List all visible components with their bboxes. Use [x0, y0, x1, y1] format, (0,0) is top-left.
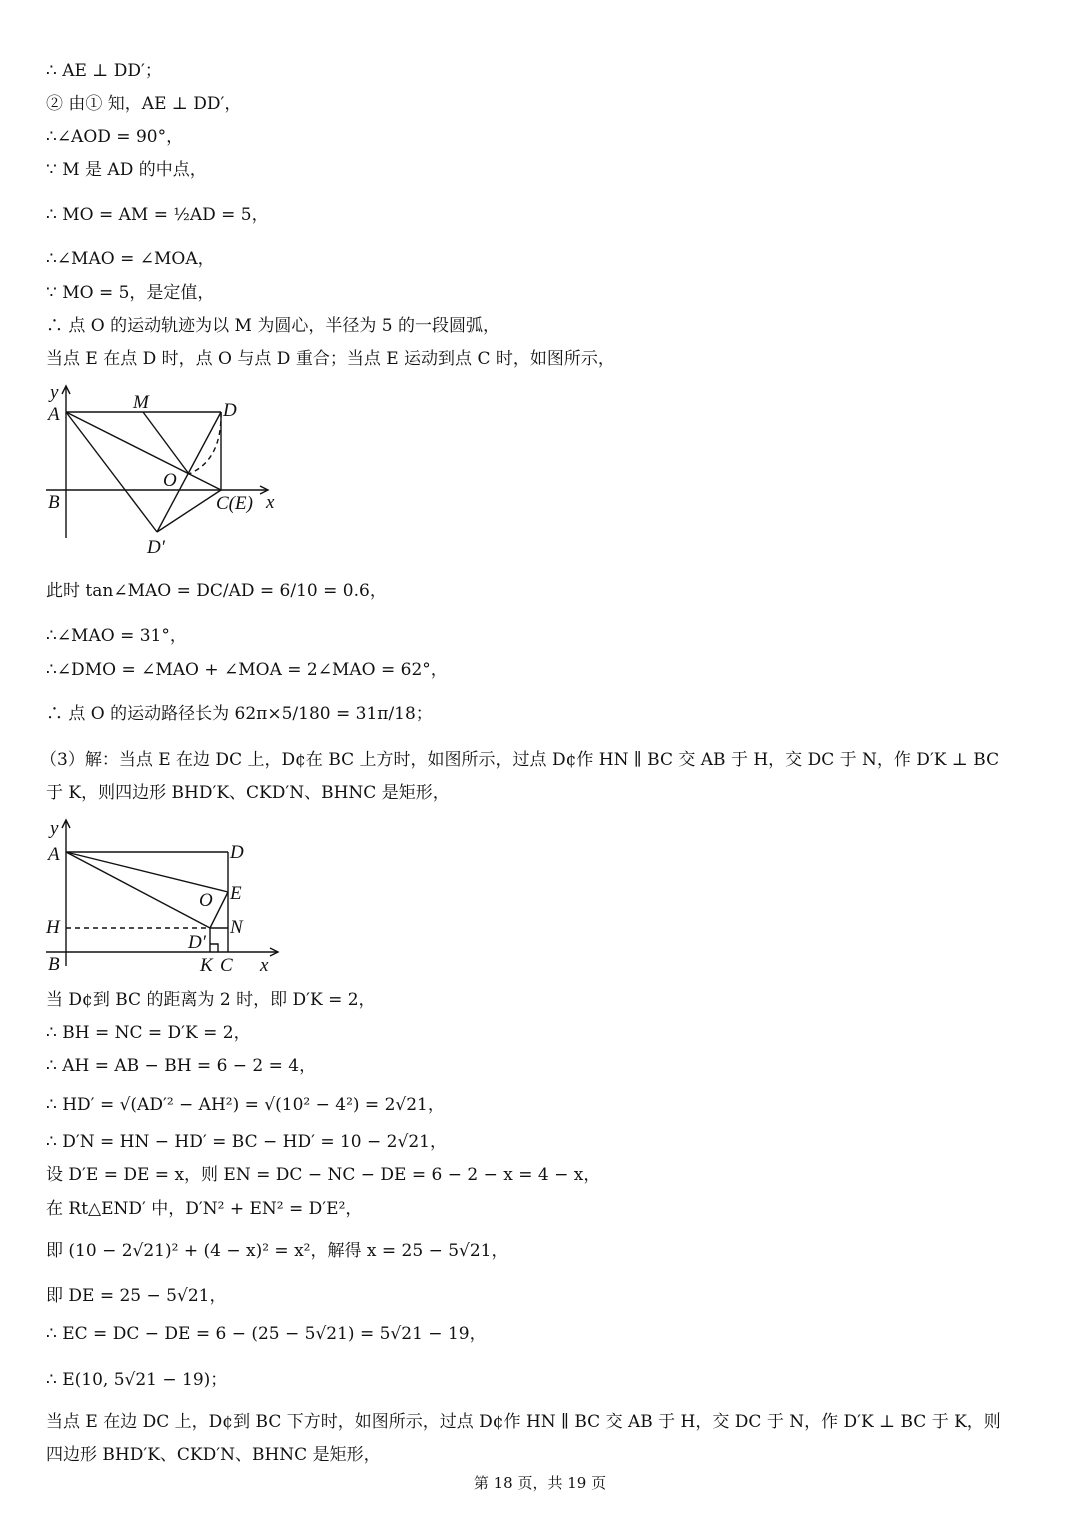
solution-line: ∴ BH = NC = D′K = 2，	[46, 1023, 251, 1043]
label-D-prime: D′	[147, 537, 165, 558]
solution-line: ② 由① 知，AE ⊥ DD′，	[46, 94, 242, 114]
label-O: O	[163, 470, 177, 491]
label-x: x	[260, 955, 269, 976]
solution-line: （3）解：当点 E 在边 DC 上，D¢在 BC 上方时，如图所示，过点 D¢作 HN ∥ BC 交 AB 于 H，交 DC 于 N，作 D′K ⊥ BC	[40, 750, 1000, 770]
label-A: A	[48, 844, 60, 865]
geometry-figure-2	[40, 814, 300, 976]
label-D: D	[223, 400, 237, 421]
label-N: N	[230, 917, 243, 938]
segment-D-prime-C	[157, 490, 221, 532]
solution-line: ∴ E(10, 5√21 − 19)；	[46, 1370, 228, 1390]
solution-line: 即 (10 − 2√21)² + (4 − x)² = x²，解得 x = 25 − 5√21，	[46, 1241, 509, 1261]
solution-line: ∴∠MAO = ∠MOA，	[46, 249, 215, 269]
label-D: D	[230, 842, 244, 863]
label-D-prime: D′	[188, 932, 206, 953]
solution-line: ∴∠DMO = ∠MAO + ∠MOA = 2∠MAO = 62°，	[46, 660, 448, 680]
segment-AD-prime	[66, 412, 157, 532]
label-x: x	[266, 492, 275, 513]
solution-line: ∴ 点 O 的运动轨迹为以 M 为圆心，半径为 5 的一段圆弧，	[46, 316, 500, 336]
solution-line: 当 D¢到 BC 的距离为 2 时，即 D′K = 2，	[46, 990, 376, 1010]
segment-AD-prime	[66, 852, 210, 928]
label-y: y	[50, 818, 59, 839]
label-O: O	[199, 890, 213, 911]
label-y: y	[50, 382, 59, 403]
segment-MO	[143, 412, 189, 474]
solution-line: ∴ MO = AM = ½AD = 5，	[46, 205, 269, 225]
solution-line: ∴ HD′ = √(AD′² − AH²) = √(10² − 4²) = 2√21，	[46, 1095, 445, 1115]
solution-line: 设 D′E = DE = x，则 EN = DC − NC − DE = 6 − 2 − x = 4 − x，	[46, 1165, 601, 1185]
solution-line: ∴∠AOD = 90°，	[46, 127, 184, 147]
segment-AE	[66, 852, 228, 892]
solution-line: 此时 tan∠MAO = DC/AD = 6/10 = 0.6，	[46, 581, 387, 601]
solution-line: ∵ MO = 5，是定值，	[46, 283, 215, 303]
solution-line: 四边形 BHD′K、CKD′N、BHNC 是矩形，	[46, 1445, 381, 1465]
right-angle-mark	[210, 944, 218, 952]
solution-line: ∴ 点 O 的运动路径长为 62π×5/180 = 31π/18；	[46, 704, 433, 724]
solution-line: 于 K，则四边形 BHD′K、CKD′N、BHNC 是矩形，	[46, 783, 450, 803]
label-M: M	[133, 392, 149, 413]
geometry-figure-1	[40, 378, 300, 560]
solution-line: ∵ M 是 AD 的中点，	[46, 160, 207, 180]
solution-line: 当点 E 在点 D 时，点 O 与点 D 重合；当点 E 运动到点 C 时，如图所示，	[46, 349, 615, 369]
label-B: B	[48, 492, 60, 513]
solution-line: 在 Rt△END′ 中，D′N² + EN² = D′E²，	[46, 1199, 363, 1219]
label-A: A	[48, 404, 60, 425]
solution-line: ∴ EC = DC − DE = 6 − (25 − 5√21) = 5√21 − 19，	[46, 1324, 487, 1344]
solution-line: 当点 E 在边 DC 上，D¢到 BC 下方时，如图所示，过点 D¢作 HN ∥ BC 交 AB 于 H，交 DC 于 N，作 D′K ⊥ BC 于 K，则	[46, 1412, 1001, 1432]
solution-line: ∴ AH = AB − BH = 6 − 2 = 4，	[46, 1056, 317, 1076]
label-C: C	[220, 955, 233, 976]
solution-line: ∴∠MAO = 31°，	[46, 626, 187, 646]
label-C-E: C(E)	[216, 493, 253, 514]
label-H: H	[46, 917, 60, 938]
solution-line: 即 DE = 25 − 5√21，	[46, 1286, 227, 1306]
label-K: K	[200, 955, 213, 976]
label-B: B	[48, 954, 60, 975]
label-E: E	[230, 883, 242, 904]
solution-line: ∴ AE ⊥ DD′；	[46, 61, 162, 81]
solution-line: ∴ D′N = HN − HD′ = BC − HD′ = 10 − 2√21，	[46, 1132, 447, 1152]
page-footer: 第 18 页，共 19 页	[473, 1474, 607, 1492]
segment-AC	[66, 412, 221, 490]
